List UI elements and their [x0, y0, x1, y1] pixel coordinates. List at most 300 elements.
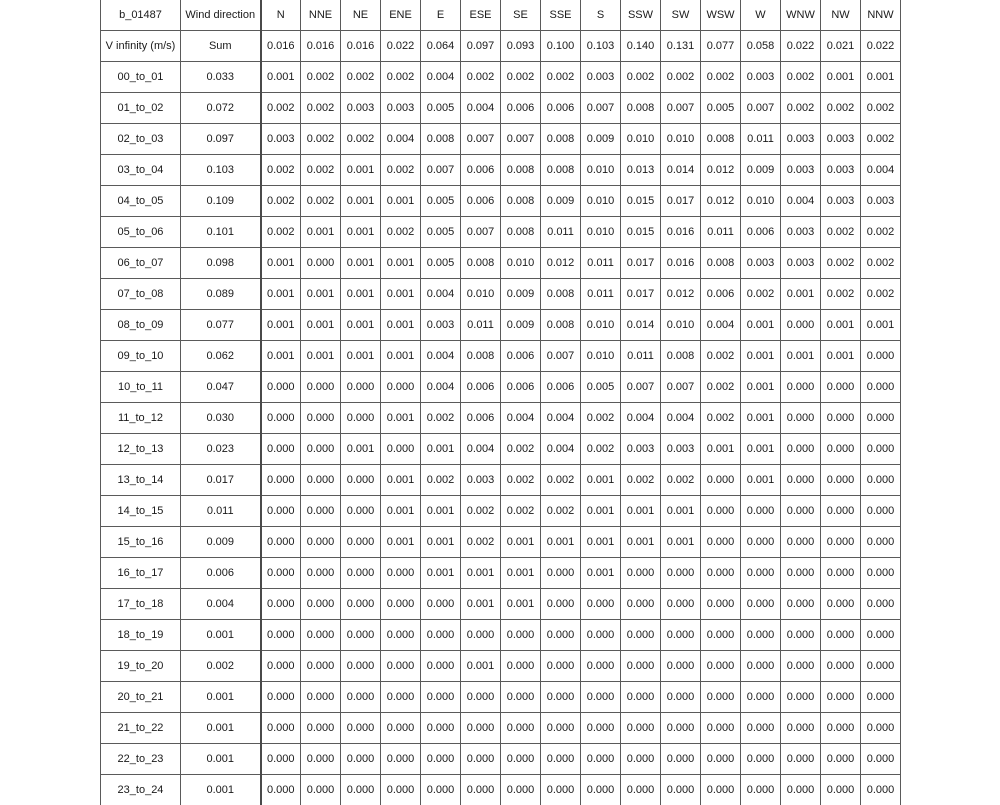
frequency-value: 0.000 — [781, 527, 821, 558]
frequency-value: 0.000 — [541, 775, 581, 805]
frequency-value: 0.000 — [821, 744, 861, 775]
frequency-value: 0.000 — [861, 620, 901, 651]
frequency-value: 0.011 — [741, 124, 781, 155]
frequency-value: 0.016 — [661, 217, 701, 248]
frequency-value: 0.001 — [381, 186, 421, 217]
speed-bin-label: 21_to_22 — [101, 713, 181, 744]
frequency-value: 0.001 — [301, 341, 341, 372]
table-row — [101, 713, 901, 744]
table-row — [101, 434, 901, 465]
frequency-value: 0.001 — [301, 279, 341, 310]
frequency-value: 0.000 — [461, 682, 501, 713]
frequency-value: 0.011 — [581, 279, 621, 310]
frequency-value: 0.000 — [381, 713, 421, 744]
frequency-value: 0.000 — [741, 651, 781, 682]
speed-bin-label: 14_to_15 — [101, 496, 181, 527]
frequency-value: 0.017 — [661, 186, 701, 217]
frequency-value: 0.000 — [261, 434, 301, 465]
frequency-value: 0.007 — [461, 217, 501, 248]
frequency-value: 0.000 — [621, 713, 661, 744]
frequency-value: 0.001 — [821, 62, 861, 93]
frequency-value: 0.010 — [581, 155, 621, 186]
frequency-value: 0.001 — [501, 558, 541, 589]
frequency-value: 0.002 — [501, 496, 541, 527]
frequency-value: 0.001 — [341, 217, 381, 248]
frequency-value: 0.002 — [821, 248, 861, 279]
frequency-value: 0.001 — [581, 465, 621, 496]
frequency-value: 0.000 — [861, 713, 901, 744]
frequency-value: 0.002 — [501, 62, 541, 93]
frequency-value: 0.002 — [381, 62, 421, 93]
frequency-value: 0.001 — [381, 279, 421, 310]
frequency-value: 0.010 — [581, 341, 621, 372]
frequency-value: 0.000 — [741, 682, 781, 713]
frequency-value: 0.000 — [261, 682, 301, 713]
table-row — [101, 279, 901, 310]
direction-header: WSW — [701, 0, 741, 31]
speed-bin-label: 18_to_19 — [101, 620, 181, 651]
frequency-value: 0.000 — [261, 713, 301, 744]
direction-sum-value: 0.016 — [341, 31, 381, 62]
frequency-value: 0.000 — [741, 620, 781, 651]
frequency-value: 0.000 — [261, 589, 301, 620]
frequency-value: 0.000 — [301, 403, 341, 434]
frequency-value: 0.001 — [661, 496, 701, 527]
frequency-value: 0.002 — [301, 186, 341, 217]
table-row — [101, 341, 901, 372]
frequency-value: 0.002 — [381, 155, 421, 186]
frequency-value: 0.004 — [421, 279, 461, 310]
table-row — [101, 558, 901, 589]
frequency-value: 0.001 — [381, 527, 421, 558]
frequency-value: 0.000 — [301, 372, 341, 403]
frequency-value: 0.002 — [661, 465, 701, 496]
frequency-value: 0.008 — [541, 124, 581, 155]
frequency-value: 0.007 — [661, 93, 701, 124]
frequency-value: 0.000 — [781, 434, 821, 465]
frequency-value: 0.000 — [621, 651, 661, 682]
frequency-value: 0.004 — [461, 93, 501, 124]
frequency-value: 0.000 — [341, 713, 381, 744]
frequency-value: 0.002 — [301, 62, 341, 93]
frequency-value: 0.000 — [661, 589, 701, 620]
frequency-value: 0.001 — [421, 527, 461, 558]
frequency-value: 0.003 — [261, 124, 301, 155]
frequency-value: 0.002 — [701, 372, 741, 403]
frequency-value: 0.002 — [341, 124, 381, 155]
frequency-value: 0.001 — [301, 310, 341, 341]
frequency-value: 0.000 — [501, 713, 541, 744]
direction-header: NE — [341, 0, 381, 31]
frequency-value: 0.000 — [301, 713, 341, 744]
frequency-value: 0.002 — [341, 62, 381, 93]
frequency-value: 0.000 — [501, 620, 541, 651]
frequency-value: 0.006 — [461, 155, 501, 186]
table-row — [101, 310, 901, 341]
table-row — [101, 527, 901, 558]
frequency-value: 0.000 — [301, 465, 341, 496]
frequency-value: 0.005 — [421, 93, 461, 124]
direction-header-row — [101, 0, 901, 31]
frequency-value: 0.003 — [461, 465, 501, 496]
speed-bin-label: 03_to_04 — [101, 155, 181, 186]
frequency-value: 0.006 — [461, 186, 501, 217]
frequency-value: 0.000 — [501, 775, 541, 805]
frequency-value: 0.000 — [701, 589, 741, 620]
row-sum-value: 0.047 — [181, 372, 261, 403]
frequency-value: 0.002 — [821, 93, 861, 124]
frequency-value: 0.001 — [261, 310, 301, 341]
frequency-value: 0.000 — [341, 651, 381, 682]
frequency-value: 0.000 — [381, 620, 421, 651]
frequency-value: 0.008 — [501, 217, 541, 248]
frequency-value: 0.000 — [781, 403, 821, 434]
direction-sum-value: 0.100 — [541, 31, 581, 62]
frequency-value: 0.000 — [381, 744, 421, 775]
frequency-value: 0.002 — [301, 124, 341, 155]
row-sum-value: 0.001 — [181, 682, 261, 713]
frequency-value: 0.006 — [541, 93, 581, 124]
frequency-value: 0.000 — [781, 372, 821, 403]
frequency-value: 0.000 — [701, 682, 741, 713]
direction-sum-value: 0.016 — [301, 31, 341, 62]
frequency-value: 0.001 — [741, 465, 781, 496]
frequency-value: 0.001 — [501, 589, 541, 620]
speed-bin-label: 12_to_13 — [101, 434, 181, 465]
frequency-value: 0.006 — [741, 217, 781, 248]
frequency-value: 0.000 — [821, 465, 861, 496]
row-sum-value: 0.023 — [181, 434, 261, 465]
speed-bin-label: 22_to_23 — [101, 744, 181, 775]
frequency-value: 0.000 — [581, 713, 621, 744]
frequency-value: 0.001 — [301, 217, 341, 248]
speed-bin-label: 23_to_24 — [101, 775, 181, 805]
direction-sum-value: 0.064 — [421, 31, 461, 62]
speed-bin-label: 08_to_09 — [101, 310, 181, 341]
frequency-value: 0.000 — [781, 713, 821, 744]
frequency-value: 0.000 — [821, 558, 861, 589]
frequency-value: 0.006 — [501, 372, 541, 403]
frequency-value: 0.011 — [541, 217, 581, 248]
frequency-value: 0.000 — [781, 682, 821, 713]
row-sum-value: 0.101 — [181, 217, 261, 248]
direction-header: NW — [821, 0, 861, 31]
frequency-value: 0.012 — [661, 279, 701, 310]
frequency-value: 0.000 — [781, 775, 821, 805]
frequency-value: 0.000 — [381, 589, 421, 620]
wind-direction-label: Wind direction — [181, 0, 261, 31]
frequency-value: 0.000 — [821, 434, 861, 465]
frequency-value: 0.005 — [421, 217, 461, 248]
frequency-value: 0.008 — [541, 310, 581, 341]
frequency-value: 0.000 — [301, 248, 341, 279]
frequency-value: 0.001 — [741, 403, 781, 434]
frequency-value: 0.002 — [461, 62, 501, 93]
frequency-value: 0.000 — [381, 682, 421, 713]
frequency-value: 0.000 — [741, 527, 781, 558]
frequency-value: 0.008 — [701, 248, 741, 279]
frequency-value: 0.000 — [261, 372, 301, 403]
speed-bin-label: 01_to_02 — [101, 93, 181, 124]
frequency-value: 0.000 — [781, 620, 821, 651]
frequency-value: 0.006 — [461, 372, 501, 403]
row-sum-value: 0.011 — [181, 496, 261, 527]
table-row — [101, 589, 901, 620]
direction-sum-value: 0.093 — [501, 31, 541, 62]
frequency-value: 0.000 — [261, 403, 301, 434]
frequency-value: 0.000 — [301, 620, 341, 651]
frequency-value: 0.000 — [261, 744, 301, 775]
frequency-value: 0.000 — [421, 744, 461, 775]
frequency-value: 0.012 — [701, 155, 741, 186]
direction-header: SW — [661, 0, 701, 31]
frequency-value: 0.000 — [541, 651, 581, 682]
table-row — [101, 651, 901, 682]
frequency-value: 0.001 — [461, 589, 501, 620]
direction-sum-value: 0.022 — [381, 31, 421, 62]
frequency-value: 0.000 — [421, 682, 461, 713]
frequency-value: 0.000 — [501, 682, 541, 713]
frequency-value: 0.011 — [581, 248, 621, 279]
frequency-value: 0.002 — [861, 248, 901, 279]
frequency-value: 0.016 — [661, 248, 701, 279]
speed-bin-label: 17_to_18 — [101, 589, 181, 620]
frequency-value: 0.007 — [661, 372, 701, 403]
direction-sum-value: 0.097 — [461, 31, 501, 62]
frequency-value: 0.009 — [501, 310, 541, 341]
row-sum-value: 0.089 — [181, 279, 261, 310]
frequency-value: 0.000 — [301, 651, 341, 682]
frequency-value: 0.008 — [421, 124, 461, 155]
frequency-value: 0.001 — [261, 62, 301, 93]
frequency-value: 0.000 — [621, 775, 661, 805]
frequency-value: 0.007 — [741, 93, 781, 124]
frequency-value: 0.009 — [741, 155, 781, 186]
frequency-value: 0.002 — [781, 62, 821, 93]
frequency-value: 0.000 — [741, 775, 781, 805]
speed-bin-label: 02_to_03 — [101, 124, 181, 155]
frequency-value: 0.003 — [381, 93, 421, 124]
frequency-value: 0.002 — [461, 527, 501, 558]
frequency-value: 0.000 — [421, 589, 461, 620]
table-row — [101, 744, 901, 775]
speed-bin-label: 10_to_11 — [101, 372, 181, 403]
table-row — [101, 186, 901, 217]
frequency-value: 0.000 — [821, 372, 861, 403]
frequency-value: 0.010 — [661, 310, 701, 341]
frequency-value: 0.000 — [341, 372, 381, 403]
direction-header: S — [581, 0, 621, 31]
table-row — [101, 620, 901, 651]
frequency-value: 0.015 — [621, 217, 661, 248]
frequency-value: 0.012 — [541, 248, 581, 279]
frequency-value: 0.004 — [421, 341, 461, 372]
frequency-value: 0.002 — [301, 93, 341, 124]
frequency-value: 0.000 — [341, 744, 381, 775]
table-row — [101, 248, 901, 279]
frequency-value: 0.004 — [461, 434, 501, 465]
row-sum-value: 0.097 — [181, 124, 261, 155]
frequency-value: 0.007 — [621, 372, 661, 403]
frequency-value: 0.002 — [541, 465, 581, 496]
frequency-value: 0.000 — [861, 496, 901, 527]
frequency-value: 0.000 — [581, 651, 621, 682]
direction-header: NNE — [301, 0, 341, 31]
table-row — [101, 124, 901, 155]
frequency-value: 0.002 — [741, 279, 781, 310]
frequency-value: 0.001 — [381, 465, 421, 496]
frequency-value: 0.003 — [781, 124, 821, 155]
row-sum-value: 0.001 — [181, 775, 261, 805]
frequency-value: 0.003 — [781, 248, 821, 279]
frequency-value: 0.004 — [381, 124, 421, 155]
frequency-value: 0.001 — [741, 372, 781, 403]
frequency-value: 0.000 — [341, 496, 381, 527]
frequency-value: 0.003 — [341, 93, 381, 124]
frequency-value: 0.001 — [261, 279, 301, 310]
frequency-value: 0.000 — [781, 589, 821, 620]
frequency-value: 0.001 — [461, 651, 501, 682]
frequency-value: 0.001 — [341, 341, 381, 372]
frequency-value: 0.000 — [381, 434, 421, 465]
frequency-value: 0.000 — [541, 682, 581, 713]
frequency-value: 0.000 — [821, 713, 861, 744]
station-id-cell: b_01487 — [101, 0, 181, 31]
frequency-value: 0.000 — [861, 403, 901, 434]
table-row — [101, 775, 901, 805]
frequency-value: 0.001 — [341, 279, 381, 310]
frequency-value: 0.000 — [701, 558, 741, 589]
row-sum-value: 0.030 — [181, 403, 261, 434]
frequency-value: 0.000 — [341, 558, 381, 589]
frequency-value: 0.000 — [741, 713, 781, 744]
frequency-value: 0.000 — [581, 775, 621, 805]
frequency-value: 0.002 — [261, 93, 301, 124]
table-row — [101, 155, 901, 186]
frequency-value: 0.001 — [381, 310, 421, 341]
frequency-value: 0.004 — [621, 403, 661, 434]
frequency-value: 0.003 — [621, 434, 661, 465]
frequency-value: 0.000 — [581, 682, 621, 713]
table-row — [101, 682, 901, 713]
frequency-value: 0.004 — [541, 434, 581, 465]
frequency-value: 0.000 — [861, 465, 901, 496]
direction-header: WNW — [781, 0, 821, 31]
frequency-value: 0.006 — [541, 372, 581, 403]
frequency-value: 0.007 — [461, 124, 501, 155]
frequency-value: 0.000 — [661, 651, 701, 682]
direction-sum-value: 0.022 — [861, 31, 901, 62]
frequency-value: 0.001 — [741, 310, 781, 341]
frequency-value: 0.001 — [381, 248, 421, 279]
frequency-value: 0.000 — [661, 744, 701, 775]
frequency-value: 0.002 — [781, 93, 821, 124]
frequency-value: 0.008 — [621, 93, 661, 124]
frequency-value: 0.000 — [701, 775, 741, 805]
frequency-value: 0.000 — [261, 558, 301, 589]
frequency-value: 0.000 — [661, 620, 701, 651]
row-sum-value: 0.072 — [181, 93, 261, 124]
frequency-value: 0.004 — [421, 62, 461, 93]
frequency-value: 0.000 — [781, 310, 821, 341]
frequency-value: 0.001 — [501, 527, 541, 558]
frequency-value: 0.001 — [781, 279, 821, 310]
frequency-value: 0.000 — [421, 713, 461, 744]
frequency-value: 0.000 — [341, 403, 381, 434]
frequency-value: 0.000 — [621, 744, 661, 775]
frequency-value: 0.000 — [301, 434, 341, 465]
frequency-value: 0.000 — [581, 744, 621, 775]
frequency-value: 0.000 — [661, 558, 701, 589]
frequency-value: 0.000 — [661, 775, 701, 805]
direction-header: ENE — [381, 0, 421, 31]
frequency-value: 0.000 — [461, 744, 501, 775]
frequency-value: 0.002 — [541, 62, 581, 93]
frequency-value: 0.000 — [861, 341, 901, 372]
frequency-value: 0.001 — [821, 310, 861, 341]
frequency-value: 0.001 — [581, 527, 621, 558]
wind-table-body — [101, 0, 901, 805]
direction-sum-value: 0.131 — [661, 31, 701, 62]
direction-header: NNW — [861, 0, 901, 31]
frequency-value: 0.000 — [301, 589, 341, 620]
frequency-value: 0.002 — [861, 124, 901, 155]
frequency-value: 0.006 — [461, 403, 501, 434]
speed-bin-label: 00_to_01 — [101, 62, 181, 93]
frequency-value: 0.007 — [541, 341, 581, 372]
frequency-value: 0.000 — [821, 620, 861, 651]
frequency-value: 0.000 — [541, 558, 581, 589]
frequency-value: 0.000 — [661, 682, 701, 713]
frequency-value: 0.002 — [821, 217, 861, 248]
speed-bin-label: 19_to_20 — [101, 651, 181, 682]
frequency-value: 0.007 — [421, 155, 461, 186]
frequency-value: 0.008 — [501, 155, 541, 186]
frequency-value: 0.000 — [381, 775, 421, 805]
speed-bin-label: 20_to_21 — [101, 682, 181, 713]
frequency-value: 0.008 — [541, 155, 581, 186]
frequency-value: 0.002 — [861, 279, 901, 310]
frequency-value: 0.001 — [261, 341, 301, 372]
frequency-value: 0.002 — [701, 341, 741, 372]
frequency-value: 0.000 — [781, 744, 821, 775]
frequency-value: 0.001 — [341, 434, 381, 465]
frequency-value: 0.000 — [861, 744, 901, 775]
frequency-value: 0.005 — [581, 372, 621, 403]
frequency-value: 0.001 — [701, 434, 741, 465]
frequency-value: 0.000 — [541, 744, 581, 775]
direction-sum-value: 0.077 — [701, 31, 741, 62]
frequency-value: 0.009 — [581, 124, 621, 155]
frequency-value: 0.001 — [861, 310, 901, 341]
frequency-value: 0.009 — [541, 186, 581, 217]
direction-header: W — [741, 0, 781, 31]
frequency-value: 0.000 — [541, 713, 581, 744]
frequency-value: 0.008 — [661, 341, 701, 372]
frequency-value: 0.000 — [261, 620, 301, 651]
frequency-value: 0.003 — [581, 62, 621, 93]
frequency-value: 0.000 — [781, 558, 821, 589]
frequency-value: 0.015 — [621, 186, 661, 217]
frequency-value: 0.005 — [421, 248, 461, 279]
direction-header: SSE — [541, 0, 581, 31]
frequency-value: 0.008 — [461, 248, 501, 279]
frequency-value: 0.007 — [501, 124, 541, 155]
table-row — [101, 496, 901, 527]
frequency-value: 0.000 — [821, 403, 861, 434]
frequency-value: 0.001 — [381, 403, 421, 434]
frequency-value: 0.002 — [541, 496, 581, 527]
